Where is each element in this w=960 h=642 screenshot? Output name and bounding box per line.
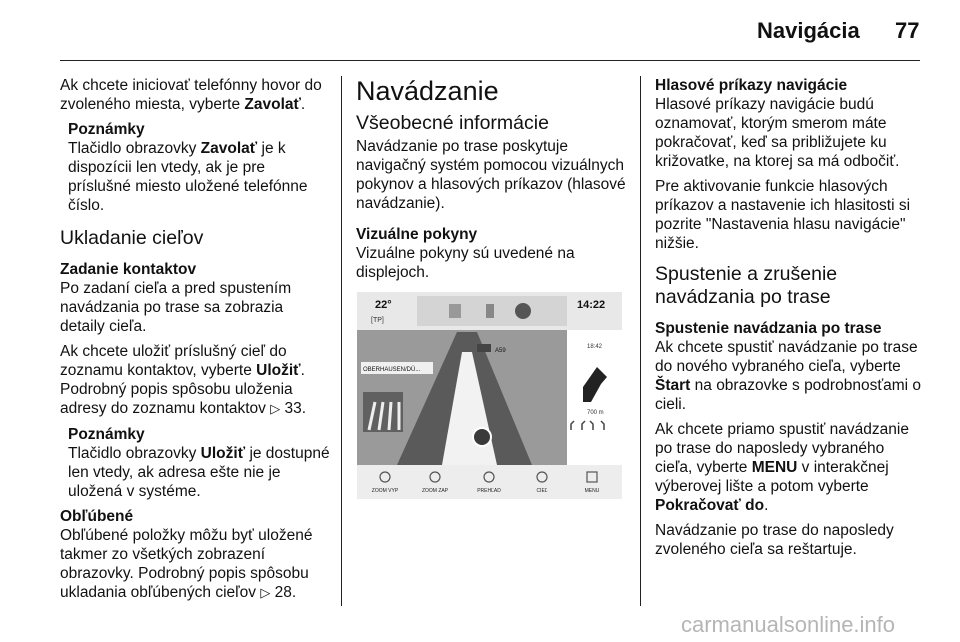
header-rule	[60, 60, 920, 61]
page-number: 77	[895, 18, 920, 43]
road-label: A59	[495, 348, 506, 354]
subsection-title: Vizuálne pokyny	[356, 226, 478, 243]
paragraph: Po zadaní cieľa a pred spustením navádzania po trase sa zobrazia detaily cieľa.	[60, 280, 292, 335]
destination-button: CIEĽ	[536, 488, 548, 494]
paragraph: Ak chcete iniciovať telefónny hovor do zvoleného miesta, vyberte Zavolať.	[60, 77, 322, 113]
bold-term: Zavolať	[200, 140, 258, 157]
bold-term: Uložiť	[200, 445, 246, 462]
paragraph: Ak chcete priamo spustiť navádzanie po trase do naposledy vybraného cieľa, vyberte MENU v interakčnej výberovej lište a potom vyberte Pokračovať do.	[655, 421, 909, 514]
paragraph: Ak chcete spustiť navádzanie po trase do nového vybraného cieľa, vyberte Štart na obrazovke s podrobnosťami o cieli.	[655, 339, 922, 413]
paragraph: Navádzanie po trase poskytuje navigačný systém pomocou vizuálnych pokynov a hlasových príkazov (hlasové navádzanie).	[356, 138, 626, 212]
page-ref-link[interactable]: 28.	[274, 584, 297, 601]
overview-button: PREHĽAD	[477, 488, 501, 494]
audio-icon	[449, 304, 461, 318]
page-header	[0, 0, 960, 60]
chapter-title: Navádzanie	[356, 76, 499, 106]
bold-term: Štart	[655, 377, 691, 394]
page-ref-icon: ▷	[260, 586, 271, 601]
page-ref-icon: ▷	[270, 402, 281, 417]
navigation-screen-image	[357, 292, 622, 499]
column-middle	[356, 76, 626, 288]
temperature-text: 22°	[375, 299, 392, 311]
paragraph: Vizuálne pokyny sú uvedené na displejoch.	[356, 245, 575, 281]
zoom-in-button: ZOOM ZAP	[421, 488, 449, 494]
clock-text: 14:22	[577, 299, 606, 311]
section-title: Všeobecné informácie	[356, 112, 549, 134]
subsection-title: Spustenie navádzania po trase	[655, 320, 882, 337]
subsection-title: Hlasové príkazy navigácie	[655, 77, 848, 94]
column-divider	[640, 76, 641, 606]
nav-icon	[515, 303, 531, 319]
paragraph: Obľúbené položky môžu byť uložené takmer zo všetkých zobrazení obrazovky. Podrobný popis spôsobu ukladania obľúbených cieľov ▷ 28.	[60, 527, 313, 601]
town-label: OBERHAUSEN/DÜ...	[363, 367, 421, 373]
paragraph: Navádzanie po trase do naposledy zvoleného cieľa sa reštartuje.	[655, 522, 894, 558]
bold-term: MENU	[751, 459, 798, 476]
next-time-text: 18:42	[587, 344, 603, 350]
bold-term: Zavolať	[244, 96, 301, 113]
column-left	[60, 76, 330, 609]
note-heading: Poznámky	[68, 121, 145, 138]
tp-text: [TP]	[371, 317, 384, 324]
menu-button: MENU	[584, 488, 600, 494]
bold-term: Pokračovať do	[655, 497, 765, 514]
subsection-title: Zadanie kontaktov	[60, 261, 197, 278]
note-block: Poznámky Tlačidlo obrazovky Zavolať je k dispozícii len vtedy, ak je pre príslušné miesto uložené telefónne číslo.	[60, 120, 330, 215]
distance-text: 700 m	[587, 410, 604, 416]
paragraph: Hlasové príkazy navigácie budú oznamovať, ktorým smerom máte pokračovať, keď sa približujete ku križovatke, na ktorej sa má odbočiť.	[655, 96, 900, 170]
page-ref-link[interactable]: 33.	[284, 400, 307, 417]
section-title: Spustenie a zrušenie navádzania po trase	[655, 263, 838, 308]
watermark: carmanualsonline.info	[681, 612, 896, 637]
subsection-title: Obľúbené	[60, 508, 134, 525]
note-heading: Poznámky	[68, 426, 145, 443]
paragraph: Pre aktivovanie funkcie hlasových príkazov a nastavenie ich hlasitosti si pozrite "Nastavenia hlasu navigácie" nižšie.	[655, 178, 911, 252]
phone-icon	[486, 304, 494, 318]
page-title: Navigácia	[757, 18, 860, 43]
column-divider	[341, 76, 342, 606]
column-right	[655, 76, 925, 565]
paragraph: Ak chcete uložiť príslušný cieľ do zoznamu kontaktov, vyberte Uložiť. Podrobný popis spôsobu uloženia adresy do zoznamu kontaktov ▷ 33.	[60, 343, 307, 417]
bold-term: Uložiť	[256, 362, 301, 379]
section-title: Ukladanie cieľov	[60, 227, 204, 249]
zoom-out-button: ZOOM VYP	[371, 488, 399, 494]
note-block: Poznámky Tlačidlo obrazovky Uložiť je dostupné len vtedy, ak adresa ešte nie je uložená v systéme.	[68, 426, 330, 500]
